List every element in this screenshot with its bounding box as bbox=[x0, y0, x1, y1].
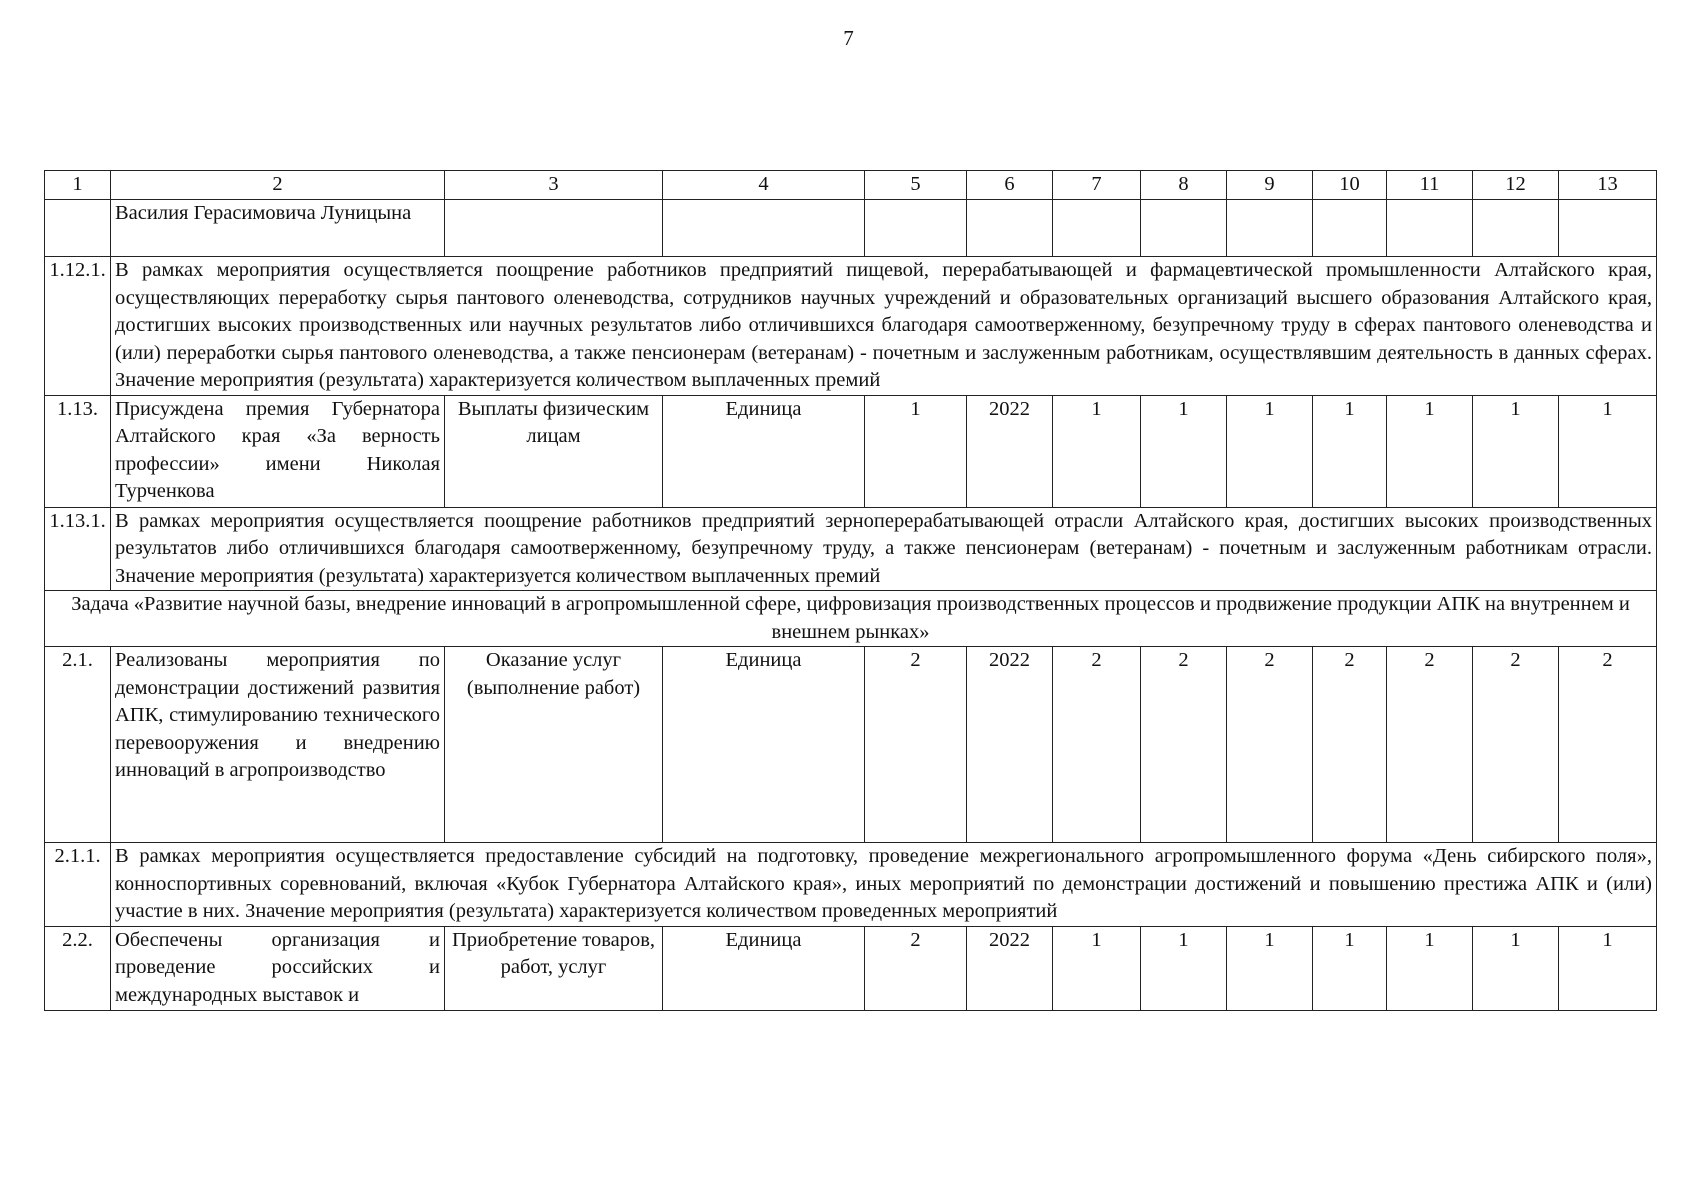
header-cell: 7 bbox=[1053, 171, 1141, 200]
task-heading: Задача «Развитие научной базы, внедрение инноваций в агропромышленной сфере, цифровизация производственных процессов и продвижение продукции АПК на внутреннем и внешнем рынках» bbox=[45, 591, 1657, 647]
header-cell: 4 bbox=[663, 171, 865, 200]
base-value: 1 bbox=[865, 395, 967, 507]
measure-description: В рамках мероприятия осуществляется поощрение работников предприятий пищевой, перерабатывающей и фармацевтической промышленности Алтайского края, осуществляющих переработку сырья пантового оленеводства, сотрудников научных учреждений и образовательных организаций высшего образования Алтайского края, достигших высоких производственных или научных результатов либо отличившихся благодаря самоотверженному, безупречному труду в сферах пантового оленеводства и (или) переработки сырья пантового оленеводства, а также пенсионерам (ветеранам) - почетным и заслуженным работникам, осуществлявшим деятельность в данных сферах. Значение мероприятия (результата) характеризуется количеством выплаченных премий bbox=[111, 257, 1657, 396]
row-number: 2.2. bbox=[45, 926, 111, 1010]
table-row-measure bbox=[45, 395, 1657, 507]
measure-name: Василия Герасимовича Луницына bbox=[111, 200, 445, 257]
header-cell: 8 bbox=[1141, 171, 1227, 200]
header-cell: 5 bbox=[865, 171, 967, 200]
measure-unit: Единица bbox=[663, 647, 865, 843]
measure-type: Выплаты физическим лицам bbox=[445, 395, 663, 507]
row-number: 2.1.1. bbox=[45, 843, 111, 927]
header-cell: 10 bbox=[1313, 171, 1387, 200]
year-value: 1 bbox=[1559, 926, 1657, 1010]
base-value: 2 bbox=[865, 926, 967, 1010]
header-row bbox=[45, 171, 1657, 200]
year-value: 1 bbox=[1313, 395, 1387, 507]
header-cell: 9 bbox=[1227, 171, 1313, 200]
table-row-continuation bbox=[45, 200, 1657, 257]
year-value: 1 bbox=[1559, 395, 1657, 507]
table-row-measure bbox=[45, 647, 1657, 843]
page-number: 7 bbox=[843, 26, 854, 50]
row-number bbox=[45, 200, 111, 257]
base-value: 2 bbox=[865, 647, 967, 843]
year-value: 2 bbox=[1387, 647, 1473, 843]
year-value: 1 bbox=[1473, 926, 1559, 1010]
base-year: 2022 bbox=[967, 926, 1053, 1010]
measure-name: Присуждена премия Губернатора Алтайского края «За верность профессии» имени Николая Турченкова bbox=[111, 395, 445, 507]
measure-name: Реализованы мероприятия по демонстрации достижений развития АПК, стимулированию технического перевооружения и внедрению инноваций в агропроизводство bbox=[111, 647, 445, 843]
year-value: 2 bbox=[1313, 647, 1387, 843]
year-value: 1 bbox=[1141, 395, 1227, 507]
year-value: 2 bbox=[1227, 647, 1313, 843]
year-value: 1 bbox=[1387, 395, 1473, 507]
measure-description: В рамках мероприятия осуществляется предоставление субсидий на подготовку, проведение межрегионального агропромышленного форума «День сибирского поля», конноспортивных соревнований, включая «Кубок Губернатора Алтайского края», иных мероприятий по демонстрации достижений и повышению престижа АПК и (или) участие в них. Значение мероприятия (результата) характеризуется количеством проведенных мероприятий bbox=[111, 843, 1657, 927]
year-value: 2 bbox=[1559, 647, 1657, 843]
year-value: 1 bbox=[1053, 926, 1141, 1010]
base-year: 2022 bbox=[967, 395, 1053, 507]
row-number: 1.13.1. bbox=[45, 507, 111, 591]
year-value: 2 bbox=[1141, 647, 1227, 843]
measure-type: Оказание услуг (выполнение работ) bbox=[445, 647, 663, 843]
year-value: 1 bbox=[1387, 926, 1473, 1010]
year-value: 1 bbox=[1227, 926, 1313, 1010]
header-cell: 6 bbox=[967, 171, 1053, 200]
measure-name: Обеспечены организация и проведение российских и международных выставок и bbox=[111, 926, 445, 1010]
table-row-description bbox=[45, 257, 1657, 396]
measure-unit: Единица bbox=[663, 926, 865, 1010]
year-value: 1 bbox=[1141, 926, 1227, 1010]
row-number: 1.12.1. bbox=[45, 257, 111, 396]
year-value: 1 bbox=[1313, 926, 1387, 1010]
row-number: 2.1. bbox=[45, 647, 111, 843]
header-cell: 12 bbox=[1473, 171, 1559, 200]
header-cell: 1 bbox=[45, 171, 111, 200]
indicators-table bbox=[44, 170, 1657, 1011]
header-cell: 13 bbox=[1559, 171, 1657, 200]
year-value: 2 bbox=[1473, 647, 1559, 843]
measure-description: В рамках мероприятия осуществляется поощрение работников предприятий зерноперерабатывающей отрасли Алтайского края, достигших высоких производственных результатов либо отличившихся благодаря самоотверженному, безупречному труду, а также пенсионерам (ветеранам) - почетным и заслуженным работникам отрасли. Значение мероприятия (результата) характеризуется количеством выплаченных премий bbox=[111, 507, 1657, 591]
year-value: 1 bbox=[1053, 395, 1141, 507]
header-cell: 11 bbox=[1387, 171, 1473, 200]
base-year: 2022 bbox=[967, 647, 1053, 843]
table-row-description bbox=[45, 843, 1657, 927]
year-value: 1 bbox=[1227, 395, 1313, 507]
header-cell: 3 bbox=[445, 171, 663, 200]
measure-unit: Единица bbox=[663, 395, 865, 507]
measure-type: Приобретение товаров, работ, услуг bbox=[445, 926, 663, 1010]
table-row-description bbox=[45, 507, 1657, 591]
row-number: 1.13. bbox=[45, 395, 111, 507]
year-value: 2 bbox=[1053, 647, 1141, 843]
table-row-measure bbox=[45, 926, 1657, 1010]
year-value: 1 bbox=[1473, 395, 1559, 507]
header-cell: 2 bbox=[111, 171, 445, 200]
table-row-task bbox=[45, 591, 1657, 647]
